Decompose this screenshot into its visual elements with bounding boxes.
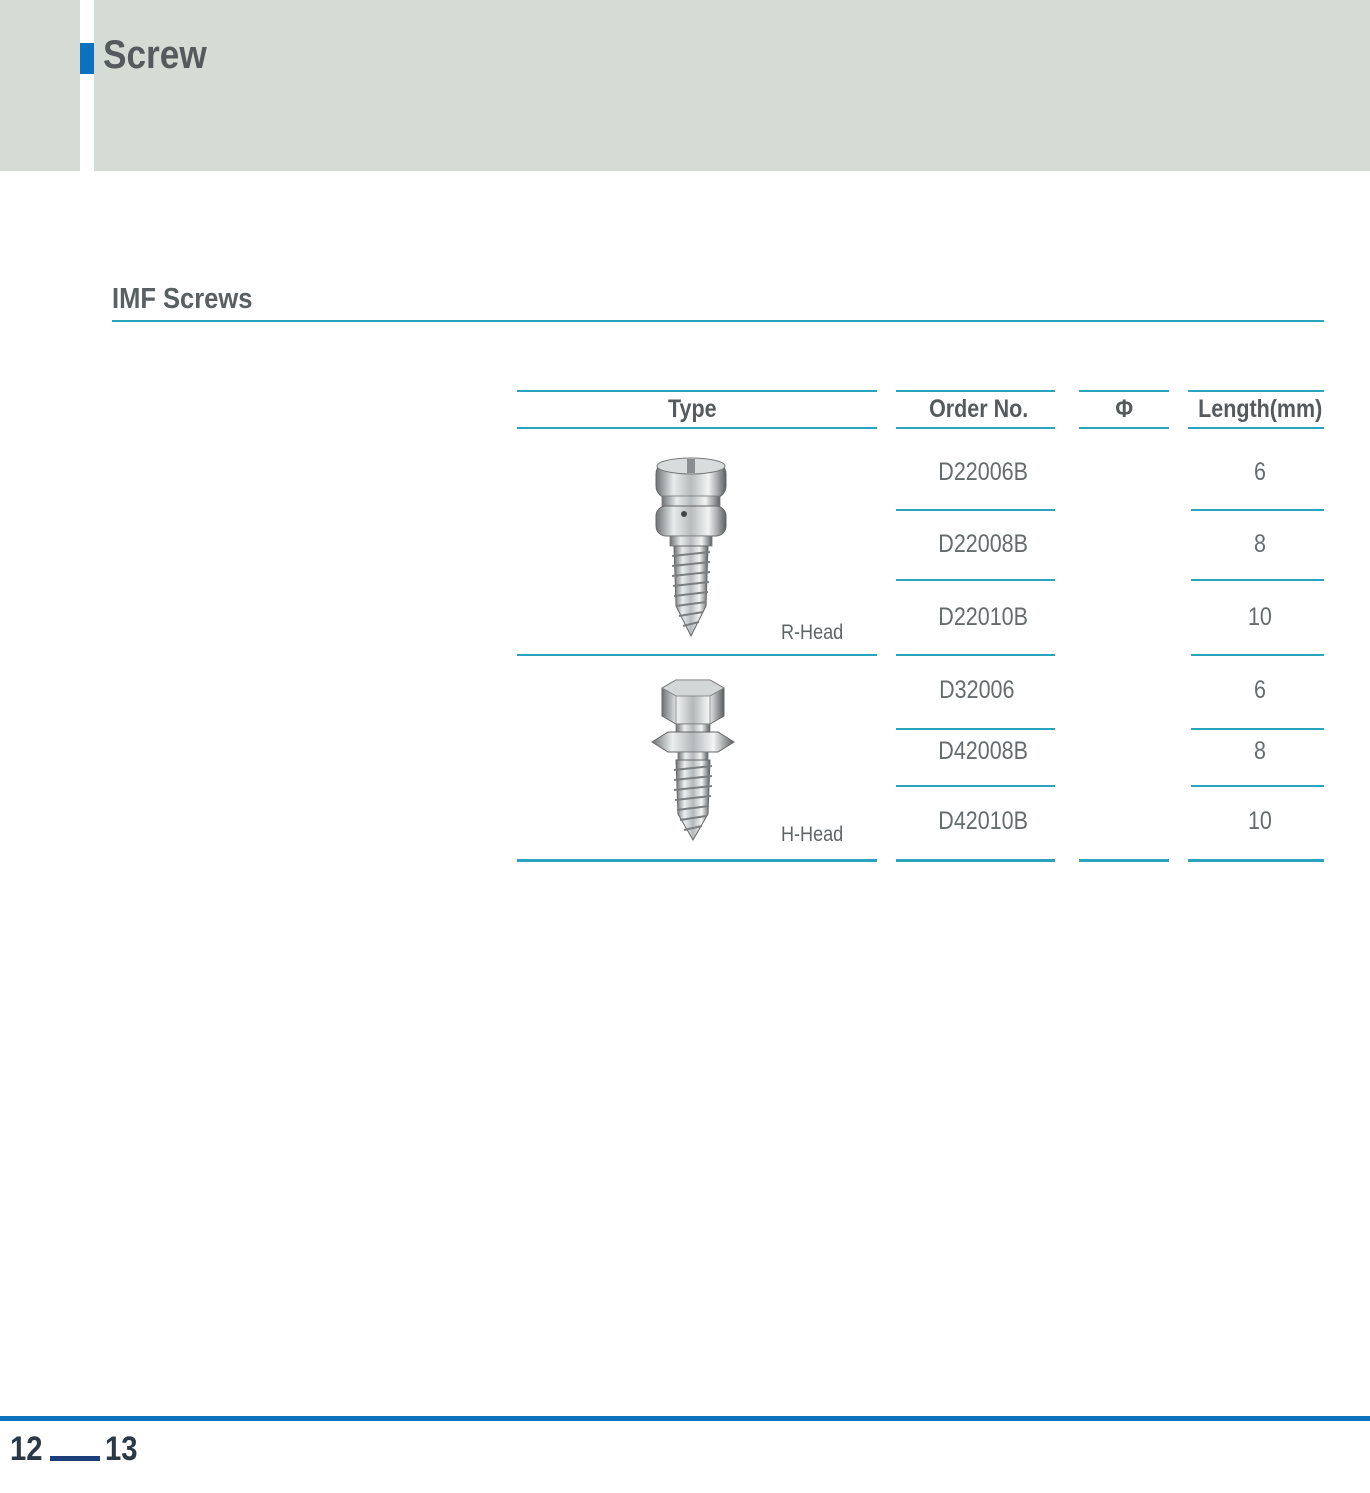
group-divider [896, 654, 1055, 656]
column-header-diameter: Φ [1115, 395, 1133, 423]
header-rule-top [1079, 390, 1169, 392]
header-rule-bottom [1079, 427, 1169, 429]
group-divider [517, 654, 877, 656]
page-number-separator [50, 1456, 100, 1461]
length-cell: 8 [1254, 530, 1266, 558]
page-number-left: 12 [10, 1430, 43, 1468]
title-marker [80, 43, 94, 74]
section-divider [112, 320, 1324, 322]
column-header-length: Length(mm) [1198, 395, 1323, 423]
row-divider [1191, 785, 1324, 787]
type-label-h-head: H-Head [781, 823, 844, 846]
row-divider [896, 785, 1055, 787]
footer-rule [0, 1416, 1370, 1421]
order-no-cell: D42008B [938, 737, 1028, 765]
header-rule-bottom [1188, 427, 1324, 429]
header-rule-bottom [896, 427, 1055, 429]
page-number-right: 13 [105, 1430, 138, 1468]
table-rule-bottom [517, 859, 877, 862]
length-cell: 8 [1254, 737, 1266, 765]
row-divider [896, 509, 1055, 511]
page-title: Screw [103, 33, 207, 77]
header-banner [94, 0, 1370, 171]
order-no-cell: D32006 [939, 676, 1015, 704]
table-rule-bottom [1079, 859, 1169, 862]
table-rule-bottom [1188, 859, 1324, 862]
header-rule-top [517, 390, 877, 392]
table-rule-bottom [896, 859, 1055, 862]
row-divider [1191, 728, 1324, 730]
order-no-cell: D42010B [938, 807, 1028, 835]
row-divider [1191, 509, 1324, 511]
header-rule-top [1188, 390, 1324, 392]
h-head-screw-icon [648, 676, 738, 844]
section-title: IMF Screws [112, 283, 253, 315]
length-cell: 6 [1254, 676, 1266, 704]
order-no-cell: D22006B [938, 458, 1028, 486]
length-cell: 10 [1248, 807, 1272, 835]
row-divider [896, 728, 1055, 730]
r-head-screw-icon [648, 456, 734, 640]
type-label-r-head: R-Head [781, 621, 844, 644]
header-rule-top [896, 390, 1055, 392]
column-header-type: Type [667, 395, 717, 423]
column-header-order-no: Order No. [929, 395, 1029, 423]
length-cell: 10 [1248, 603, 1272, 631]
group-divider [1191, 654, 1324, 656]
order-no-cell: D22008B [938, 530, 1028, 558]
length-cell: 6 [1254, 458, 1266, 486]
row-divider [1191, 579, 1324, 581]
order-no-cell: D22010B [938, 603, 1028, 631]
row-divider [896, 579, 1055, 581]
header-rule-bottom [517, 427, 877, 429]
header-banner-left [0, 0, 80, 171]
